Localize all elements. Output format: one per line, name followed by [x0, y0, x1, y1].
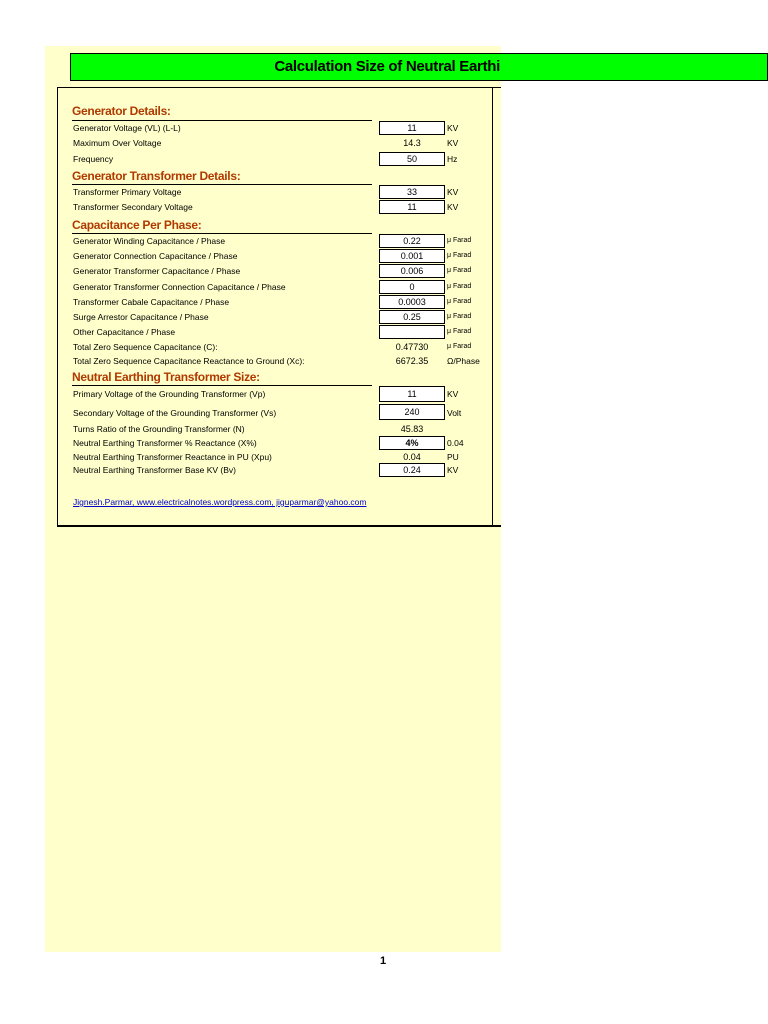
- section-generator-details: Generator Details:: [72, 104, 171, 118]
- cable-capacitance-input[interactable]: 0.0003: [379, 295, 445, 309]
- reactance-percent-input[interactable]: 4%: [379, 436, 445, 450]
- section-underline: [72, 120, 372, 121]
- panel-bottom-border: [57, 525, 501, 527]
- row-label: Primary Voltage of the Grounding Transformer (Vp): [73, 389, 266, 399]
- row-label: Total Zero Sequence Capacitance Reactance to Ground (Xc):: [73, 356, 305, 366]
- row-label: Generator Winding Capacitance / Phase: [73, 236, 226, 246]
- row-unit: Hz: [447, 154, 458, 164]
- row-unit: KV: [447, 465, 459, 475]
- turns-ratio-value: 45.83: [400, 424, 424, 434]
- row-label: Transformer Secondary Voltage: [73, 202, 193, 212]
- panel-right-border: [492, 87, 493, 527]
- row-label: Maximum Over Voltage: [73, 138, 162, 148]
- row-label: Generator Voltage (VL) (L-L): [73, 123, 181, 133]
- row-unit: Volt: [447, 408, 462, 418]
- row-label: Neutral Earthing Transformer Reactance in PU (Xpu): [73, 452, 272, 462]
- row-unit: μ Farad: [447, 298, 472, 305]
- transformer-connection-capacitance-input[interactable]: 0: [379, 280, 445, 294]
- transformer-primary-voltage-input[interactable]: 33: [379, 185, 445, 199]
- row-unit: KV: [447, 202, 459, 212]
- page-title: Calculation Size of Neutral Earthi: [274, 58, 500, 75]
- row-unit: KV: [447, 123, 459, 133]
- primary-voltage-input[interactable]: 11: [379, 386, 445, 402]
- capacitance-reactance-value: 6672.35: [395, 356, 429, 366]
- max-over-voltage-value: 14.3: [403, 138, 421, 148]
- section-transformer-details: Generator Transformer Details:: [72, 169, 241, 183]
- row-label: Turns Ratio of the Grounding Transformer (N): [73, 424, 245, 434]
- total-capacitance-value: 0.47730: [395, 342, 429, 352]
- frequency-input[interactable]: 50: [379, 152, 445, 166]
- row-unit: KV: [447, 187, 459, 197]
- section-underline: [72, 385, 372, 386]
- row-unit: 0.04: [447, 438, 464, 448]
- section-underline: [72, 233, 372, 234]
- row-label: Other Capacitance / Phase: [73, 327, 176, 337]
- generator-voltage-input[interactable]: 11: [379, 121, 445, 135]
- page-number: 1: [380, 955, 387, 967]
- section-net-size: Neutral Earthing Transformer Size:: [72, 370, 260, 384]
- row-unit: μ Farad: [447, 328, 472, 335]
- row-label: Neutral Earthing Transformer % Reactance (X%): [73, 438, 257, 448]
- surge-arrestor-capacitance-input[interactable]: 0.25: [379, 310, 445, 324]
- secondary-voltage-input[interactable]: 240: [379, 404, 445, 420]
- row-unit: PU: [447, 452, 459, 462]
- row-label: Neutral Earthing Transformer Base KV (Bv): [73, 465, 236, 475]
- row-unit: μ Farad: [447, 267, 472, 274]
- other-capacitance-input[interactable]: [379, 325, 445, 339]
- row-unit: μ Farad: [447, 237, 472, 244]
- section-capacitance: Capacitance Per Phase:: [72, 218, 202, 232]
- winding-capacitance-input[interactable]: 0.22: [379, 234, 445, 248]
- row-unit: KV: [447, 138, 459, 148]
- row-unit: KV: [447, 389, 459, 399]
- row-label: Transformer Cabale Capacitance / Phase: [73, 297, 230, 307]
- transformer-capacitance-input[interactable]: 0.006: [379, 264, 445, 278]
- transformer-secondary-voltage-input[interactable]: 11: [379, 200, 445, 214]
- row-label: Transformer Primary Voltage: [73, 187, 182, 197]
- row-label: Generator Transformer Connection Capacitance / Phase: [73, 282, 286, 292]
- section-underline: [72, 184, 372, 185]
- row-label: Frequency: [73, 154, 114, 164]
- row-label: Generator Transformer Capacitance / Phase: [73, 266, 241, 276]
- reactance-pu-value: 0.04: [403, 452, 421, 462]
- row-unit: Ω/Phase: [447, 356, 480, 366]
- row-label: Generator Connection Capacitance / Phase: [73, 251, 238, 261]
- row-label: Surge Arrestor Capacitance / Phase: [73, 312, 209, 322]
- row-label: Total Zero Sequence Capacitance (C):: [73, 342, 218, 352]
- row-unit: μ Farad: [447, 252, 472, 259]
- base-kv-input[interactable]: 0.24: [379, 463, 445, 477]
- row-unit: μ Farad: [447, 343, 472, 350]
- row-label: Secondary Voltage of the Grounding Transformer (Vs): [73, 408, 277, 418]
- row-unit: μ Farad: [447, 313, 472, 320]
- connection-capacitance-input[interactable]: 0.001: [379, 249, 445, 263]
- row-unit: μ Farad: [447, 283, 472, 290]
- author-link[interactable]: Jignesh.Parmar, www.electricalnotes.wordpress.com, jiguparmar@yahoo.com: [73, 497, 367, 507]
